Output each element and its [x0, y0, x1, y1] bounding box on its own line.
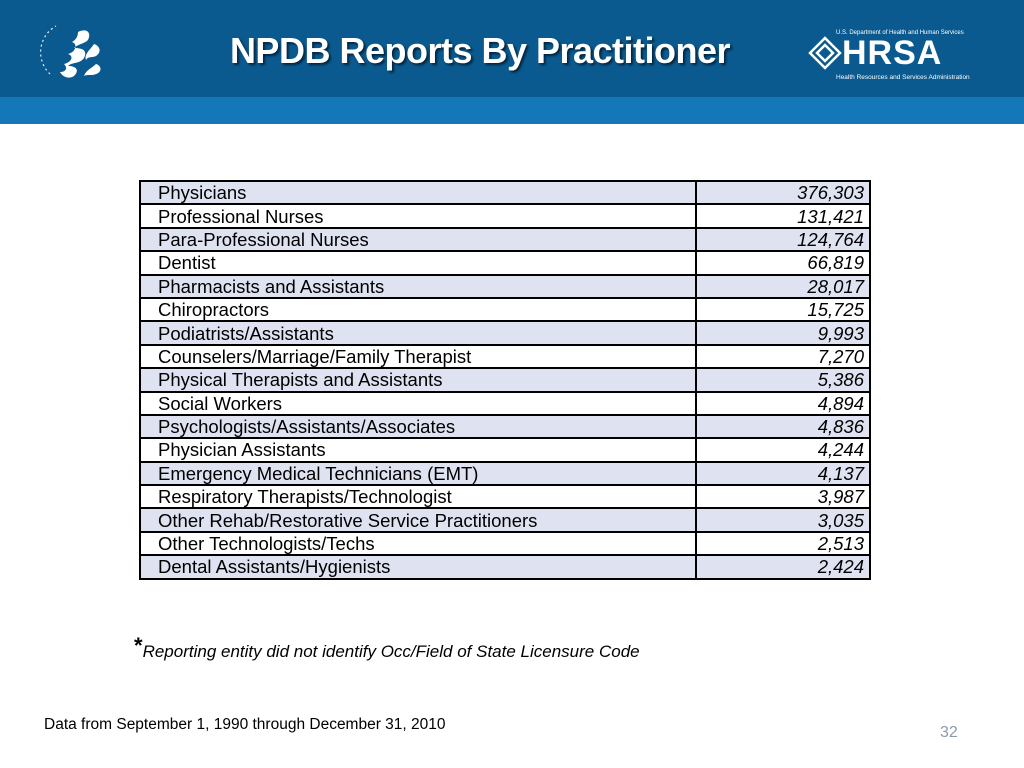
hrsa-wordmark: HRSA [842, 34, 943, 72]
table-row [140, 181, 870, 204]
practitioner-type-cell: Professional Nurses [140, 204, 696, 227]
report-count-cell: 2,424 [696, 555, 870, 578]
hrsa-agency-line: Health Resources and Services Administration [836, 74, 970, 81]
practitioner-type-cell: Para-Professional Nurses [140, 228, 696, 251]
report-count-cell: 3,035 [696, 508, 870, 531]
table-row [140, 508, 870, 531]
table-row [140, 485, 870, 508]
slide-title: NPDB Reports By Practitioner [229, 30, 731, 71]
practitioner-type-cell: Respiratory Therapists/Technologist [140, 485, 696, 508]
hrsa-diamond-icon [808, 36, 842, 70]
practitioner-type-cell: Physical Therapists and Assistants [140, 368, 696, 391]
page-number: 32 [940, 724, 958, 741]
table-row [140, 532, 870, 555]
footnote-text: Reporting entity did not identify Occ/Field of State Licensure Code [142, 642, 640, 661]
data-source-note: Data from September 1, 1990 through December 31, 2010 [44, 716, 446, 733]
practitioner-type-cell: Chiropractors [140, 298, 696, 321]
hrsa-department-line: U.S. Department of Health and Human Services [836, 30, 964, 36]
report-count-cell: 2,513 [696, 532, 870, 555]
practitioner-type-cell: Podiatrists/Assistants [140, 321, 696, 344]
practitioner-type-cell: Psychologists/Assistants/Associates [140, 415, 696, 438]
table-row [140, 298, 870, 321]
report-count-cell: 376,303 [696, 181, 870, 204]
table-row [140, 438, 870, 461]
report-count-cell: 66,819 [696, 251, 870, 274]
practitioner-type-cell: Physician Assistants [140, 438, 696, 461]
practitioner-type-cell: Other Rehab/Restorative Service Practitioners [140, 508, 696, 531]
report-count-cell: 7,270 [696, 345, 870, 368]
table-row [140, 275, 870, 298]
table-row [140, 321, 870, 344]
table-row [140, 415, 870, 438]
table-row [140, 392, 870, 415]
report-count-cell: 4,244 [696, 438, 870, 461]
practitioner-type-cell: Other Technologists/Techs [140, 532, 696, 555]
footnote-asterisk: * [134, 633, 143, 658]
table-row [140, 204, 870, 227]
report-count-cell: 28,017 [696, 275, 870, 298]
practitioner-type-cell: Emergency Medical Technicians (EMT) [140, 462, 696, 485]
report-count-cell: 15,725 [696, 298, 870, 321]
report-count-cell: 5,386 [696, 368, 870, 391]
hhs-eagle-logo [38, 14, 120, 88]
hrsa-logo [808, 30, 968, 86]
table-row [140, 462, 870, 485]
report-count-cell: 131,421 [696, 204, 870, 227]
report-count-cell: 3,987 [696, 485, 870, 508]
footnote [134, 633, 640, 662]
practitioner-reports-table [139, 180, 871, 580]
table-row [140, 251, 870, 274]
report-count-cell: 4,836 [696, 415, 870, 438]
report-count-cell: 4,894 [696, 392, 870, 415]
practitioner-type-cell: Counselers/Marriage/Family Therapist [140, 345, 696, 368]
table-row [140, 345, 870, 368]
practitioner-type-cell: Physicians [140, 181, 696, 204]
practitioner-type-cell: Social Workers [140, 392, 696, 415]
report-count-cell: 4,137 [696, 462, 870, 485]
header-band [0, 97, 1024, 124]
practitioner-type-cell: Pharmacists and Assistants [140, 275, 696, 298]
report-count-cell: 9,993 [696, 321, 870, 344]
practitioner-type-cell: Dental Assistants/Hygienists [140, 555, 696, 578]
report-count-cell: 124,764 [696, 228, 870, 251]
table-row [140, 228, 870, 251]
table-row [140, 368, 870, 391]
table-row [140, 555, 870, 578]
practitioner-type-cell: Dentist [140, 251, 696, 274]
